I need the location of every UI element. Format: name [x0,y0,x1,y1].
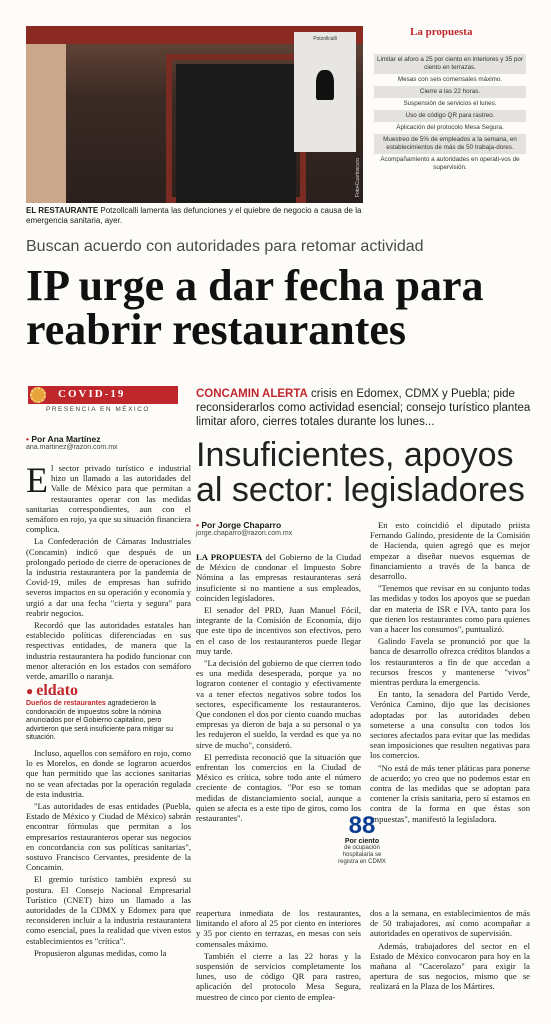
paragraph: Recordó que las autoridades estatales han establecido políticas diferenciadas en sus respectivas entidades, de manera que la industria restaurantera ha podido funcionar con menor alteración en los estados con semáforo verde, amarillo o naranja. [26,620,191,682]
proposal-item: Acompañamiento a autoridades en operati-vos de supervisión. [380,156,520,171]
deck-text: crisis en Edomex, CDMX y Puebla; pide reconsiderarlos como actividad esencial; consejo turístico plantea limitar aforo, cierres totales durante los lunes... [196,388,531,428]
proposal-list [374,54,526,174]
paragraph: reapertura inmediata de los restaurantes, limitando el aforo al 25 por ciento en interiores y 35 por ciento en terrazas, en mesas con seis comensales máximo. [196,908,361,949]
paragraph: "Las autoridades de esas entidades (Puebla, Estado de México y Ciudad de México) sabrán encontrar fórmulas que permitan a los empresarios restauranteros operar sus negocios en concordancia con sus políticas sanitarias", sostuvo Francisco Cervantes, presidente de la Concamin. [26,801,191,873]
article-col2 [196,552,361,825]
black-ribbon-icon [316,70,334,100]
paragraph: En esto coincidió el diputado priista Fernando Galindo, presidente de la Comisión de Hacienda, quien agregó que es mejor empezar a diseñar nuevos esquemas de financiamiento a través de la banca de desarrollo. [370,520,530,582]
paragraph: El perredista reconoció que la situación que enfrentan los comercios en la Ciudad de México es crítica, sobre todo ante el número creciente de contagios. "Por eso se toman medidas de distanciamiento social, aunque a quien se afecta es a este tipo de giros, como los restaurantes". [196,751,361,824]
byline-1 [26,434,191,451]
paragraph: "No está de más tener pláticas para ponerse de acuerdo; yo creo que no podemos estar en contra de las medidas que se adoptan para contener la crisis sanitaria, pero sí estamos en contra de la forma en que éstas son impuestas", manifestó la legisladora. [370,762,530,824]
paragraph: "Tenemos que revisar en su conjunto todas las medidas y todos los apoyos que se puedan dar en materia de ISR e IVA, tanto para los que tienen los restaurantes como para quienes van a hacer los consumos", puntualizó. [370,583,530,635]
deck-tag: CONCAMIN ALERTA [196,388,308,400]
sign-text: Potzollcalli [313,36,337,42]
sidebar-title: La propuesta [410,26,473,38]
restaurant-photo [26,26,363,203]
big-number: 88 [348,812,376,839]
lead-in: LA PROPUESTA [196,552,263,562]
el-dato-text: agradecieron la condonación de impuestos sobre la nómina anunciados por el Gobierno capitalino, pero advirtieron que será insuficiente para mitigar su situación. [26,700,174,741]
el-dato-box [26,682,194,743]
proposal-item: Suspensión de servicios el lunes. [403,100,497,107]
bullet-icon: • [26,434,32,444]
proposal-item: Muestreo de 5% de empleados a la semana, en establecimientos de más de 50 trabaja-dores. [374,134,526,154]
proposal-item: Mesas con seis comensales máximo. [397,76,503,83]
virus-icon [30,387,46,403]
paragraph: El senador del PRD, Juan Manuel Fócil, integrante de la Comisión de Economía, dijo que este tipo de incentivos son efectivos, pero en el caso de los restauranteros puede llegar muy tarde. [196,605,361,656]
covid-badge [28,386,178,416]
byline-name: Por Jorge Chaparro [201,520,282,530]
paragraph: También el cierre a las 22 horas y la suspensión de servicios completamente los lunes, uso de código QR para rastreo, aplicación del protocolo Mesa Segura, muestreo de cinco por ciento de emplea- [196,950,361,1002]
paragraph: La Confederación de Cámaras Industriales (Concamin) indicó que después de un prolongado periodo de cierre de operaciones de la industria restaurantera por la pandemia de Covid-19, miles de empresas han sufrido severos impactos en su operación y economía y urgió a dar una fecha "cierta y segura" para reabrir negocios. [26,536,191,618]
big-number-unit: Por ciento [344,838,380,845]
article-bottom-col3 [370,908,530,994]
big-number-callout [338,814,386,866]
deck [196,387,531,429]
article-col3 [370,520,530,826]
caption-lead: EL RESTAURANTE [26,206,99,215]
paragraph: l sector privado turístico e industrial hizo un llamado a las autoridades del Valle de México para que permitan a restaurantes operar con las medidas sanitarias correspondientes, aun con el semáforo en rojo, ya que su situación financiera complica. [26,463,191,535]
paragraph: del Gobierno de la Ciudad de México de condonar el Impuesto Sobre Nómina a las empresas restauranteras será insuficiente si no mantiene a sus empleados, coinciden legisladores. [196,552,361,603]
paragraph: Incluso, aquellos con semáforo en rojo, como lo es Morelos, en donde se lograron acuerdos que han permitido que las acciones sanitarias no se vean afectadas por la operación regulada de esta industria. [26,748,191,799]
paragraph: En tanto, la senadora del Partido Verde, Verónica Camino, dijo que las decisiones adoptadas por las autoridades deben someterse a una consulta con todos los sectores afectados para evitar que las medidas sean imposiciones que resulten negativas para los comercios. [370,689,530,761]
photo-door [176,64,296,203]
paragraph: El gremio turístico también expresó su postura. El Consejo Nacional Empresarial Turístico (CNET) hizo un llamado a las autoridades de la CDMX y Edomex para que reconsideren incluir a la industria restaurantera como esencial, pues la realidad que viven estos establecimientos es "crítica". [26,874,191,946]
photo-wall [26,44,66,203]
paragraph: "La decisión del gobierno de que cierren todo es una medida desesperada, porque ya no lograron contener el contagio y efectivamente va a tener efectos negativos sobre todos los sectores, específicamente los restauranteros. Que condonen el dos por ciento cuando muchas empresas ya dieron de baja a su personal o ya les redujeron el sueldo, la verdad es que ya no sirve de mucho", consideró. [196,658,361,750]
headline: IP urge a dar fecha para reabrir restaurantes [26,261,484,354]
byline-2 [196,520,361,537]
byline-email: ana.martinez@razon.com.mx [26,444,118,451]
circle-icon: ● [26,684,37,698]
byline-name: Por Ana Martínez [31,434,101,444]
dropcap: E [26,460,48,500]
proposal-item: Aplicación del protocolo Mesa Segura. [396,124,504,131]
el-dato-bold: Dueños de restaurantes [26,700,106,707]
article-col1b [26,748,191,960]
photo-caption [26,206,366,226]
proposal-item: Cierre a las 22 horas. [374,86,526,98]
caption-text: Potzollcalli lamenta las defunciones y el quiebre de negocio a causa de la emergencia sanitaria, ayer. [26,206,362,225]
photo-credit: Foto•Cuartoscuro [355,158,361,197]
article-bottom-col2 [196,908,361,1004]
el-dato-title: eldato [36,682,79,699]
kicker: Buscan acuerdo con autoridades para retomar actividad [26,238,424,255]
big-number-text: de ocupación hospitalaria se registra en CDMX [338,845,386,865]
byline-email: jorge.chaparro@razon.com.mx [196,530,293,537]
subhead: Insuficientes, apoyos al sector: legisladores [196,436,525,509]
covid-sub: PRESENCIA EN MÉXICO [46,406,150,413]
proposal-item: Limitar el aforo a 25 por ciento en interiores y 35 por ciento en terrazas. [374,54,526,74]
proposal-item: Uso de código QR para rastreo. [374,110,526,122]
paragraph: Galindo Favela se pronunció por que la banca de desarrollo ofrezca créditos blandos a los restauranteros a fin de que accedan a recursos frescos y mantenerse "vivos" mientras perdura la emergencia. [370,636,530,688]
covid-label: COVID-19 [58,388,126,400]
article-col1 [26,460,191,683]
paragraph: Propusieron algunas medidas, como la [34,947,167,958]
paragraph: Además, trabajadores del sector en el Estado de México convocaron para hoy en la mañana al "Cacerolazo" para exigir la apertura de sus negocios, mismo que se realizará en la Plaza de los Mártires. [370,940,530,992]
paragraph: dos a la semana, en establecimientos de más de 50 trabajadores, así como acompañar a autoridades en operativos de supervisión. [370,908,530,939]
bullet-icon: • [196,520,202,530]
